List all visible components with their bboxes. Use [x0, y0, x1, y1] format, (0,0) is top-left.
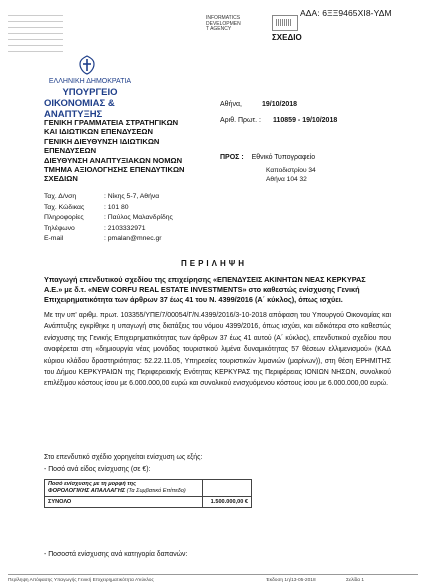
org-line: ΓΕΝΙΚΗ ΔΙΕΥΘΥΝΣΗ ΙΔΙΩΤΙΚΩΝ [44, 136, 160, 146]
document-date: 19/10/2018 [262, 101, 298, 108]
recipient-address [266, 167, 316, 184]
contact-label: E-mail [44, 235, 64, 243]
org-line: ΣΧΕΔΙΩΝ [44, 174, 78, 184]
table-cell [203, 480, 252, 497]
org-line: ΔΙΕΥΘΥΝΣΗ ΑΝΑΠΤΥΞΙΑΚΩΝ ΝΟΜΩΝ [44, 155, 183, 165]
org-line: ΓΕΝΙΚΗ ΓΡΑΜΜΑΤΕΙΑ ΣΤΡΑΤΗΓΙΚΩΝ [44, 118, 179, 127]
total-value: 1.500.000,00 € [203, 497, 252, 508]
aid-intro: Στο επενδυτικό σχέδιο χορηγείται ενίσχυση ως εξής: [44, 454, 203, 461]
contact-row [44, 213, 173, 224]
contact-value: : Νίκης 5-7, Αθήνα [104, 193, 160, 200]
ada-code: ΑΔΑ: 6ΞΞ9465ΧΙ8-ΥΔΜ [300, 8, 392, 18]
contact-row [44, 203, 173, 214]
header-line: Ποσό ενίσχυσης με τη μορφή της [48, 481, 136, 487]
header-line-bold: ΦΟΡΟΛΟΓΙΚΗΣ ΑΠΑΛΛΑΓΗΣ [48, 488, 126, 494]
aid-bullet-2: - Ποσοστά ενίσχυσης ανά κατηγορία δαπανών: [44, 551, 188, 558]
page-footer [8, 574, 418, 583]
stamp-line: T AGENCY [206, 26, 232, 33]
aid-section [44, 452, 384, 475]
footer-page: Σελίδα 1 [346, 578, 365, 583]
contact-value: : 2103332971 [104, 224, 146, 232]
org-line: ΚΑΙ ΙΔΙΩΤΙΚΩΝ ΕΠΕΝΔΥΣΕΩΝ [44, 127, 153, 137]
contact-row [44, 224, 173, 235]
aid-table [44, 479, 252, 508]
stamp-line: DEVELOPMEN [206, 20, 241, 27]
organization-block [44, 118, 204, 184]
contact-label: Πληροφορίες [44, 214, 84, 222]
footer-left: Περίληψη Απόφασης Υπαγωγής Γενική Επιχειρηματικότητα Α'κύκλος [8, 578, 154, 583]
address-line: Αθήνα 104 32 [266, 175, 307, 183]
table-row [45, 480, 252, 497]
org-line: ΤΜΗΜΑ ΑΞΙΟΛΟΓΗΣΗΣ ΕΠΕΝΔΥΤΙΚΩΝ [44, 165, 185, 175]
contact-label: Ταχ. Δ/νση [44, 193, 77, 200]
aid-bullet: - Ποσό ανά είδος ενίσχυσης (σε €): [44, 465, 151, 473]
contact-label: Ταχ. Κώδικας [44, 203, 85, 211]
ministry-line-2: ΟΙΚΟΝΟΜΙΑΣ & ΑΝΑΠΤΥΞΗΣ [44, 98, 115, 120]
contact-row [44, 234, 173, 245]
protocol-label: Αριθ. Πρωτ. : [220, 117, 261, 124]
margin-handwriting [8, 14, 63, 52]
subject: Υπαγωγή επενδυτικού σχεδίου της επιχείρησης «ΕΠΕΝΔΥΣΕΙΣ ΑΚΙΝΗΤΩΝ ΝΕΑΣ ΚΕΡΚΥΡΑΣ Α.Ε.» με δ.τ. «NEW CORFU REAL ESTATE INVESTMENTS» στο καθεστώς ενίσχυσης Γενική Επιχειρηματικότητα των άρθρων 37 έως 41 του Ν. 4399/2016 (Α΄ κύκλος), όπως ισχύει. [44, 275, 366, 304]
address-line: Καποδιστρίου 34 [266, 167, 316, 174]
to-label: ΠΡΟΣ : [220, 154, 244, 161]
org-line: ΕΠΕΝΔΥΣΕΩΝ [44, 146, 97, 156]
table-header-cell [45, 480, 203, 497]
protocol-number: 110859 - 19/10/2018 [273, 117, 338, 124]
draft-label: ΣΧΕΔΙΟ [272, 33, 302, 42]
footer-version: Έκδοση 1η/13-05-2018 [266, 578, 316, 583]
contact-label: Τηλέφωνο [44, 224, 75, 232]
ministry-line-1: ΥΠΟΥΡΓΕΙΟ [62, 87, 118, 98]
stamp-line: INFORMATICS [206, 15, 241, 21]
contact-row [44, 192, 173, 203]
place-label: Αθήνα, [220, 101, 242, 108]
document-title: ΠΕΡΙΛΗΨΗ [180, 259, 248, 268]
header-line-note: (Τα Συμβατικό Επίπεδο) [126, 488, 186, 494]
total-label: ΣΥΝΟΛΟ [45, 497, 203, 508]
recipient [220, 154, 315, 161]
contact-value: : 101 80 [104, 203, 129, 211]
digital-signature-stamp [206, 16, 278, 33]
contact-block [44, 192, 173, 245]
signature-stamp-icon [272, 15, 298, 31]
contact-email[interactable]: : pmalan@mnec.gr [104, 235, 162, 243]
table-row [45, 497, 252, 508]
contact-value: : Παύλος Μαλανδρίδης [104, 214, 173, 222]
greek-emblem-icon [76, 54, 98, 76]
to-value: Εθνικό Τυπογραφείο [251, 154, 316, 161]
republic-name: ΕΛΛΗΝΙΚΗ ΔΗΜΟΚΡΑΤΙΑ [48, 78, 132, 85]
decision-body: Με την υπ' αριθμ. πρωτ. 103355/ΥΠΕ/7/00054/Γ/Ν.4399/2016/3-10-2018 απόφαση του Υπουργού Οικονομίας και Ανάπτυξης εγκρίθηκε η υπαγωγή στις διατάξεις του νόμου 4399/2016, όπως ισχύει, και ειδικότερα στο καθεστώς ενίσχυσης της Γενικής Επιχειρηματικότητας των άρθρων 37 έως 41 αυτού (Α΄ κύκλος), επενδυτικού σχεδίου που αναφέρεται στη «δημιουργία νέας μονάδας τουριστικού λιμένα δυναμικότητας 57 θέσεων ελλιμενισμού» (ΚΑΔ κύριου κλάδου δραστηριότητας: 52.22.11.05, Υπηρεσίες τουριστικών λιμανιών (μαρίνων)), στη θέση ΕΡΗΜΙΤΗΣ του Δήμου ΚΕΡΚΥΡΑΙΩΝ της Περιφερειακής Ενότητας ΚΕΡΚΥΡΑΣ της Περιφέρειας ΙΟΝΙΩΝ ΝΗΣΩΝ, συνολικού επιλέξιμου κόστους ίσου με 6.000.000,00 ευρώ και συνολικού ενισχυόμενου κόστους ίσου με 6.000.000,00 ευρώ. [44, 312, 391, 388]
